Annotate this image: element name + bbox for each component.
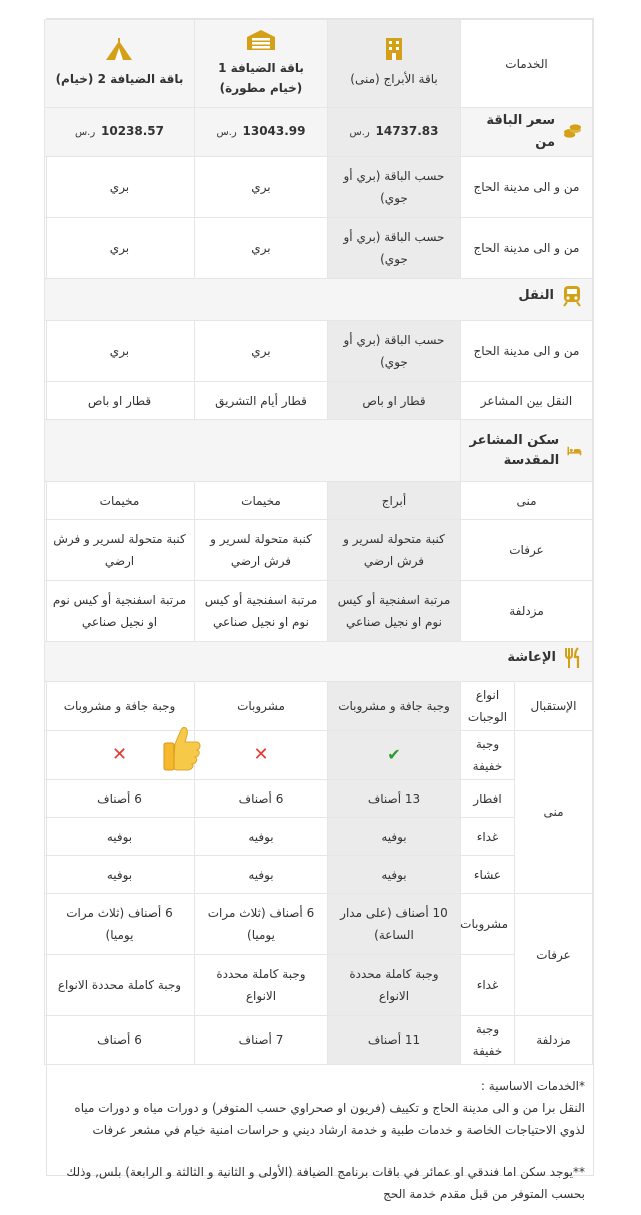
cell: بوفيه — [194, 818, 327, 856]
cell: 6 أصناف (ثلاث مرات يوميا) — [44, 894, 194, 955]
price-2 — [194, 108, 327, 157]
cell: 6 أصناف — [44, 780, 194, 818]
cell: مخيمات — [194, 482, 327, 520]
cell: كنبة متحولة لسرير و فرش ارضي — [44, 520, 194, 581]
table-row — [44, 382, 592, 420]
currency-2: ر.س — [216, 127, 237, 138]
cell: وجبة كاملة محددة الانواع — [327, 955, 460, 1016]
cell: مرتبة اسفنجية أو كيس نوم او نجيل صناعي — [327, 581, 460, 642]
cell: 6 أصناف (ثلاث مرات يوميا) — [194, 894, 327, 955]
table-row — [44, 520, 592, 581]
package-header-1 — [327, 20, 460, 108]
table-row — [44, 157, 592, 218]
currency-1: ر.س — [349, 127, 370, 138]
cell: بوفيه — [44, 818, 194, 856]
row-label: منى — [515, 731, 593, 894]
coins-icon — [563, 124, 582, 140]
row-label: النقل بين المشاعر — [460, 382, 592, 420]
warehouse-icon — [246, 29, 276, 51]
thumbs-up-icon — [161, 724, 203, 772]
price-3 — [44, 108, 194, 157]
table-row — [44, 731, 592, 780]
row-sublabel: انواع الوجبات — [460, 682, 514, 731]
notes-stay: **يوجد سكن اما فندقي او عمائر في باقات برنامج الضيافة (الأولى و الثانية و الثالثة و الرابعة) بلس, وذلك بحسب المتوفر من قبل مقدم خدمة الحج — [66, 1165, 585, 1201]
cell: بوفيه — [327, 856, 460, 894]
row-label: من و الى مدينة الحاج — [460, 321, 592, 382]
cell: وجبة كاملة محددة الانواع — [44, 955, 194, 1016]
table-row — [44, 1016, 592, 1065]
notes — [47, 1065, 593, 1215]
row-label: عرفات — [515, 894, 593, 1016]
cell: حسب الباقة (بري أو جوي) — [327, 321, 460, 382]
bed-icon — [567, 443, 582, 459]
section-catering — [44, 642, 592, 682]
cell: 7 أصناف — [194, 1016, 327, 1065]
row-label: من و الى مدينة الحاج — [460, 157, 592, 218]
price-label: سعر الباقة من — [486, 113, 556, 150]
price-value-3: 10238.57 — [101, 124, 165, 138]
price-1 — [327, 108, 460, 157]
section-title-accommodation: سكن المشاعر المقدسة — [469, 432, 560, 468]
cell — [327, 731, 460, 780]
tent-icon — [104, 38, 134, 62]
table-row — [44, 482, 592, 520]
row-sublabel: مشروبات — [460, 894, 514, 955]
row-label: مزدلفة — [515, 1016, 593, 1065]
cell: بري — [194, 157, 327, 218]
package-header-2 — [194, 20, 327, 108]
packages-comparison — [46, 18, 594, 1201]
notes-title: *الخدمات الاساسية : — [480, 1079, 585, 1093]
row-label: الإستقبال — [515, 682, 593, 731]
row-label: منى — [460, 482, 592, 520]
check-icon: ✔ — [387, 744, 401, 764]
cell: وجبة كاملة محددة الانواع — [194, 955, 327, 1016]
cell: وجبة جافة و مشروبات — [44, 682, 194, 731]
row-sublabel: غداء — [460, 955, 514, 1016]
cell: 13 أصناف — [327, 780, 460, 818]
cell: بري — [194, 218, 327, 279]
table-row — [44, 218, 592, 279]
table-row — [44, 780, 592, 818]
cell: مرتبة اسفنجية أو كيس نوم او نجيل صناعي — [194, 581, 327, 642]
cell: حسب الباقة (بري أو جوي) — [327, 218, 460, 279]
price-value-1: 14737.83 — [375, 124, 439, 138]
cell: مشروبات — [194, 682, 327, 731]
table-row — [44, 818, 592, 856]
cross-icon: ✕ — [253, 743, 269, 765]
header-row — [44, 20, 592, 108]
row-sublabel: وجبة خفيفة — [460, 731, 514, 780]
notes-basic: النقل برا من و الى مدينة الحاج و تكييف (فريون او صحراوي حسب المتوفر) و دورات مياه و دورات مياه لذوي الاحتياجات الخاصة و خدمات طبية و خدمة ارشاد ديني و حراسات امنية خيام في مشعر عرفات — [74, 1101, 585, 1137]
cell: قطار او باص — [44, 382, 194, 420]
cell: 11 أصناف — [327, 1016, 460, 1065]
cell: 6 أصناف — [44, 1016, 194, 1065]
cell: بوفيه — [327, 818, 460, 856]
price-label-cell — [460, 108, 592, 157]
cell: 10 أصناف (على مدار الساعة) — [327, 894, 460, 955]
table-row — [44, 581, 592, 642]
cell: أبراج — [327, 482, 460, 520]
price-value-2: 13043.99 — [242, 124, 306, 138]
section-transport — [44, 279, 592, 321]
table-row — [44, 894, 592, 955]
table-row — [44, 321, 592, 382]
cell: قطار أيام التشريق — [194, 382, 327, 420]
cell: قطار او باص — [327, 382, 460, 420]
row-label: من و الى مدينة الحاج — [460, 218, 592, 279]
table-row — [44, 955, 592, 1016]
row-sublabel: وجبة خفيفة — [460, 1016, 514, 1065]
cell: بري — [194, 321, 327, 382]
price-row — [44, 108, 592, 157]
package-header-3 — [44, 20, 194, 108]
comparison-table — [44, 19, 593, 1065]
table-row — [44, 682, 592, 731]
row-sublabel: افطار — [460, 780, 514, 818]
section-title-transport: النقل — [518, 287, 554, 303]
train-icon — [562, 285, 582, 307]
cell: بري — [44, 218, 194, 279]
cell — [194, 731, 327, 780]
cross-icon: ✕ — [111, 743, 128, 765]
currency-3: ر.س — [74, 127, 96, 138]
building-icon — [383, 37, 405, 61]
cell: مرتبة اسفنجية أو كيس نوم او نجيل صناعي — [44, 581, 194, 642]
cell: 6 أصناف — [194, 780, 327, 818]
row-sublabel: عشاء — [460, 856, 514, 894]
cell: حسب الباقة (بري أو جوي) — [327, 157, 460, 218]
package-name-1: باقة الأبراج (منى) — [350, 72, 438, 86]
cell: بوفيه — [44, 856, 194, 894]
services-header: الخدمات — [460, 20, 592, 108]
cell: بري — [44, 321, 194, 382]
cell: بوفيه — [194, 856, 327, 894]
row-label: عرفات — [460, 520, 592, 581]
table-row — [44, 856, 592, 894]
cell: مخيمات — [44, 482, 194, 520]
utensils-icon — [564, 647, 582, 669]
cell: كنبة متحولة لسرير و فرش ارضي — [327, 520, 460, 581]
cell: بري — [44, 157, 194, 218]
section-accommodation — [44, 420, 592, 482]
section-title-catering: الإعاشة — [507, 649, 556, 665]
package-name-3: باقة الضيافة 2 (خيام) — [55, 72, 184, 86]
row-sublabel: غداء — [460, 818, 514, 856]
cell: وجبة جافة و مشروبات — [327, 682, 460, 731]
cell: كنبة متحولة لسرير و فرش ارضي — [194, 520, 327, 581]
row-label: مزدلفة — [460, 581, 592, 642]
package-name-2: باقة الضيافة 1 (خيام مطورة) — [218, 61, 304, 95]
